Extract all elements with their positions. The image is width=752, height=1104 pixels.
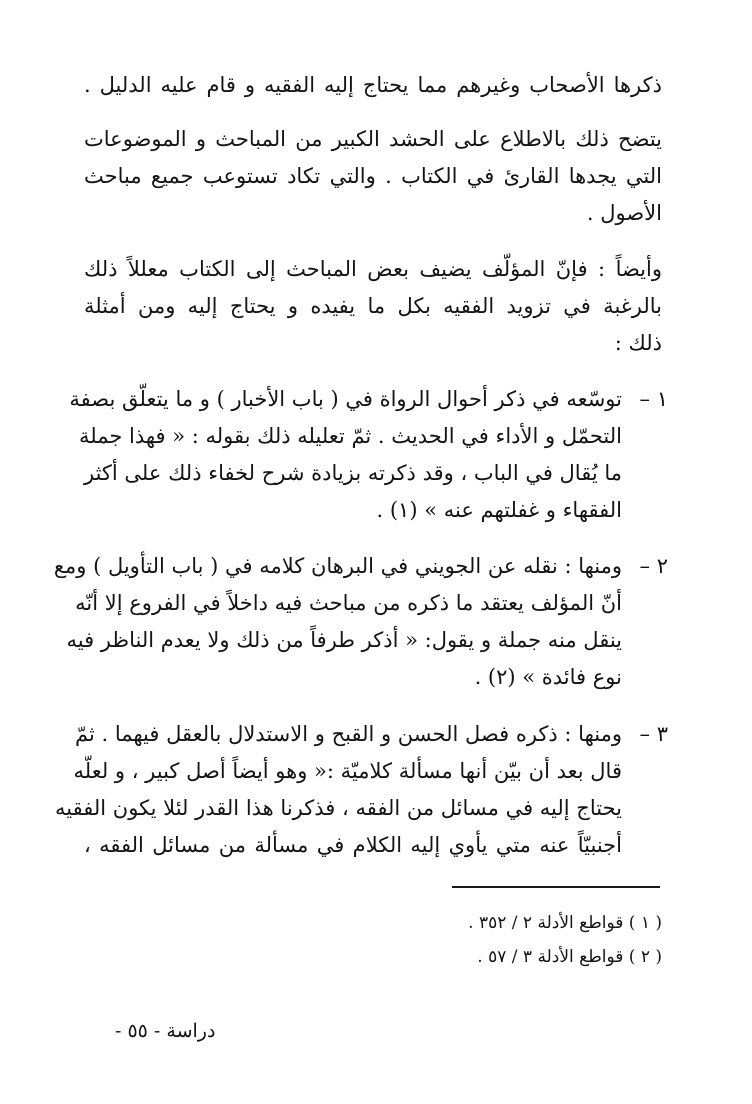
text-line-p2-3: الأصول . <box>586 201 662 225</box>
footnote-1: ( ١ ) قواطع الأدلة ٢ / ٣٥٢ . <box>468 913 662 933</box>
text-line-p3-1: وأيضاً : فإنّ المؤلّف يضيف بعض المباحث إلى الكتاب معللاً ذلك <box>84 257 662 281</box>
footnote-2: ( ٢ ) قواطع الأدلة ٣ / ٥٧ . <box>477 947 662 967</box>
text-line-p2-1: يتضح ذلك بالاطلاع على الحشد الكبير من المباحث و الموضوعات <box>84 127 662 151</box>
list-item-line: ما يُقال في الباب ، وقد ذكرته بزيادة شرح لخفاء ذلك على أكثر <box>84 461 622 485</box>
list-item-line: ينقل منه جملة و يقول: « أذكر طرفاً من ذلك ولا يعدم الناظر فيه <box>66 628 622 652</box>
list-item-line: نوع فائدة » (٢) . <box>474 665 622 689</box>
list-item-number: ٣ – <box>639 722 668 746</box>
text-line-p3-2: بالرغبة في تزويد الفقيه بكل ما يفيده و يحتاج إليه ومن أمثلة <box>84 294 662 318</box>
footnote-divider <box>452 886 660 888</box>
list-item-line: الفقهاء و غفلتهم عنه » (١) . <box>376 498 622 522</box>
list-item-line: قال بعد أن بيّن أنها مسألة كلاميّة :« وهو أيضاً أصل كبير ، و لعلّه <box>73 759 622 783</box>
text-line-p2-2: التي يجدها القارئ في الكتاب . والتي تكاد تستوعب جميع مباحث <box>84 164 662 188</box>
list-item-number: ١ – <box>639 387 668 411</box>
text-line-intro: ذكرها الأصحاب وغيرهم مما يحتاج إليه الفقيه و قام عليه الدليل . <box>84 73 662 97</box>
list-item-line: ومنها : نقله عن الجويني في البرهان كلامه في ( باب التأويل ) ومع <box>53 554 622 578</box>
list-item-line: أنّ المؤلف يعتقد ما ذكره من مباحث فيه داخلاً في الفروع إلا أنّه <box>75 591 622 615</box>
list-item-line: ومنها : ذكره فصل الحسن و القبح و الاستدلال بالعقل فيهما . ثمّ <box>74 722 622 746</box>
list-item-line: التحمّل و الأداء في الحديث . ثمّ تعليله ذلك بقوله : « فهذا جملة <box>78 424 622 448</box>
page-number-label: دراسة - ٥٥ - <box>115 1020 216 1042</box>
list-item-line: توسّعه في ذكر أحوال الرواة في ( باب الأخبار ) و ما يتعلّق بصفة <box>69 387 622 411</box>
list-item-number: ٢ – <box>639 554 668 578</box>
list-item-line: أجنبيّاً عنه متي يأوي إليه الكلام في مسألة من مسائل الفقه ، <box>84 833 622 857</box>
text-line-p3-3: ذلك : <box>614 331 662 355</box>
list-item-line: يحتاج إليه في مسائل من الفقه ، فذكرنا هذا القدر لئلا يكون الفقيه <box>55 796 622 820</box>
